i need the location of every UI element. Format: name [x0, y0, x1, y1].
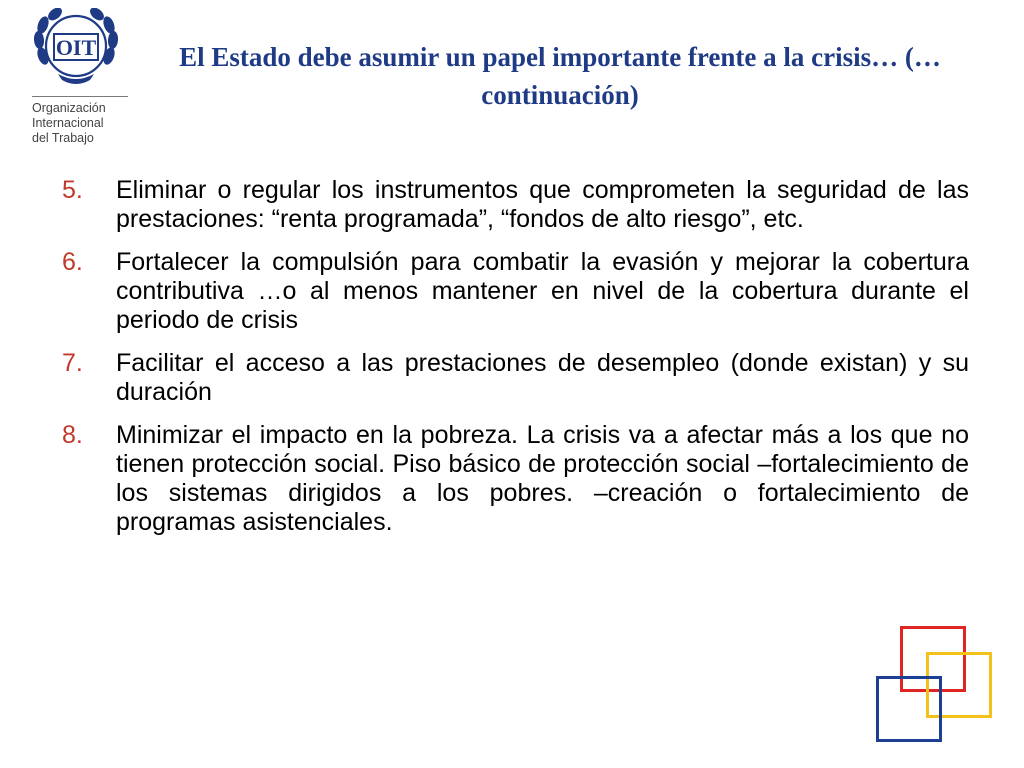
org-name-line-3: del Trabajo — [32, 131, 94, 145]
list-item-text: Fortalecer la compulsión para combatir la evasión y mejorar la cobertura contributiva …o al menos mantener en nivel de la cobertura durante el periodo de crisis — [116, 248, 969, 334]
list-item-text: Eliminar o regular los instrumentos que comprometen la seguridad de las prestaciones: “renta programada”, “fondos de alto riesgo”, etc. — [116, 176, 969, 233]
blue-square-outline — [876, 676, 942, 742]
list-item — [62, 349, 969, 407]
logo-divider — [32, 96, 128, 97]
overlapping-squares-icon — [872, 622, 1002, 752]
ilo-emblem-text: OIT — [55, 35, 97, 60]
ilo-logo — [20, 8, 130, 146]
slide-title: El Estado debe asumir un papel importante frente a la crisis… (…continuación) — [179, 42, 941, 110]
list-item-text: Minimizar el impacto en la pobreza. La crisis va a afectar más a los que no tienen protección social. Piso básico de protección social –fortalecimiento de los sistemas dirigidos a los pobres. –creación o fortalecimiento de programas asistenciales. — [116, 421, 969, 536]
list-item-number: 6. — [62, 248, 83, 276]
list-item — [62, 248, 969, 335]
list-item-number: 8. — [62, 421, 83, 449]
list-item — [62, 421, 969, 537]
org-name-line-2: Internacional — [32, 116, 104, 130]
organization-name — [32, 101, 130, 146]
numbered-list — [62, 176, 969, 551]
org-name-line-1: Organización — [32, 101, 106, 115]
list-item-number: 7. — [62, 349, 83, 377]
list-item — [62, 176, 969, 234]
list-item-text: Facilitar el acceso a las prestaciones de desempleo (donde existan) y su duración — [116, 349, 969, 406]
ilo-emblem-icon — [28, 8, 124, 88]
list-item-number: 5. — [62, 176, 83, 204]
